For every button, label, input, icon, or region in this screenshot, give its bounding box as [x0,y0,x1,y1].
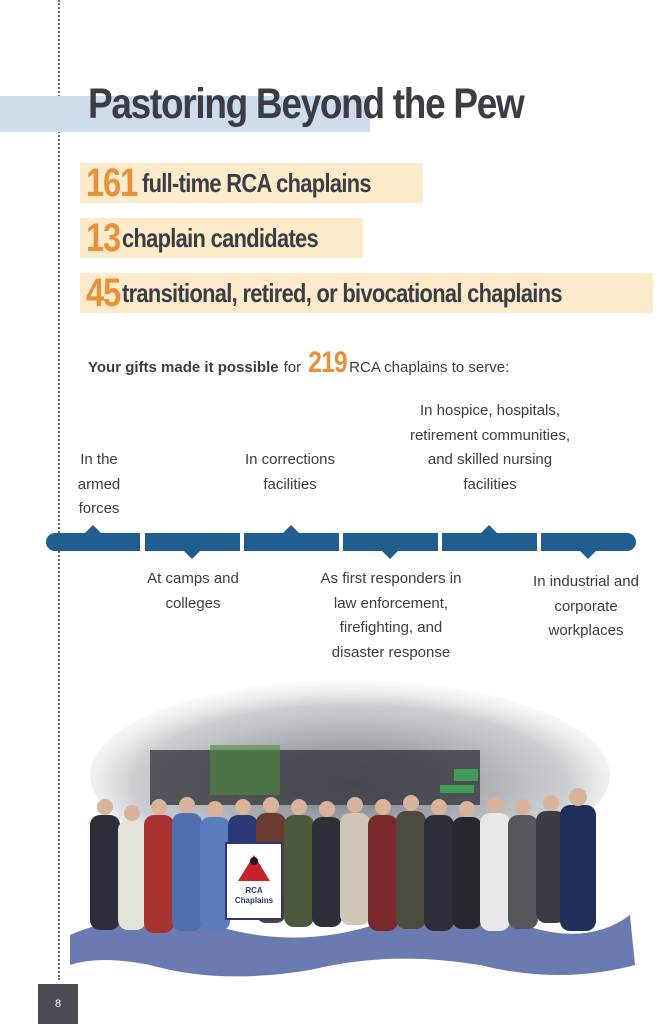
timeline-label-corrections: In corrections facilities [244,451,336,493]
page-title: Pastoring Beyond the Pew [88,80,524,128]
stat-label: full-time RCA chaplains [142,167,372,198]
timeline-pointer-down [183,550,201,559]
stat-number: 161 [86,160,138,205]
photo-green-sign [454,769,478,781]
timeline-segment [145,533,240,551]
gifts-bold-text: Your gifts made it possible [88,359,279,376]
stat-label: chaplain candidates [121,222,318,253]
timeline-pointer-down [381,550,399,559]
timeline-segment [541,533,636,551]
timeline-label-camps: At camps and colleges [147,570,239,612]
timeline-pointer-up [480,525,498,534]
stat-label: transitional, retired, or bivocational chaplains [121,277,562,308]
sign-text-line1: RCA [245,886,263,895]
photo-green-sign [440,785,474,793]
timeline-pointer-up [282,525,300,534]
gifts-statement [88,346,514,380]
rca-chaplains-sign [226,843,282,919]
timeline-pointer-up [84,525,102,534]
stat-full-time [80,160,423,205]
stat-transitional [80,270,653,315]
photo-backdrop-curtain [150,750,480,805]
timeline-segment [442,533,537,551]
timeline-segment [343,533,438,551]
gifts-end-text: RCA chaplains to serve: [349,359,510,376]
timeline-label-hospice: In hospice, hospitals, retirement communities, and skilled nursing facilities [409,402,571,493]
timeline-bar [46,533,636,551]
sign-text-line2: Chaplains [234,896,274,905]
stat-number: 45 [86,270,121,315]
gifts-total-number: 219 [308,346,347,379]
timeline-label-armed-forces: In the armed forces [77,451,121,517]
timeline-label-first-responders: As first responders in law enforcement, firefighting, and disaster response [320,570,462,661]
gifts-mid-text: for [283,359,302,376]
page-number: 8 [54,998,62,1010]
stat-candidates [80,215,363,260]
timeline-pointer-down [579,550,597,559]
group-photo [60,665,640,990]
timeline-segment [244,533,339,551]
stat-number: 13 [86,215,121,260]
timeline-label-industrial: In industrial and corporate workplaces [533,573,639,639]
timeline-segment [46,533,140,551]
page-number-box [38,984,78,1024]
photo-green-panel [210,745,280,795]
